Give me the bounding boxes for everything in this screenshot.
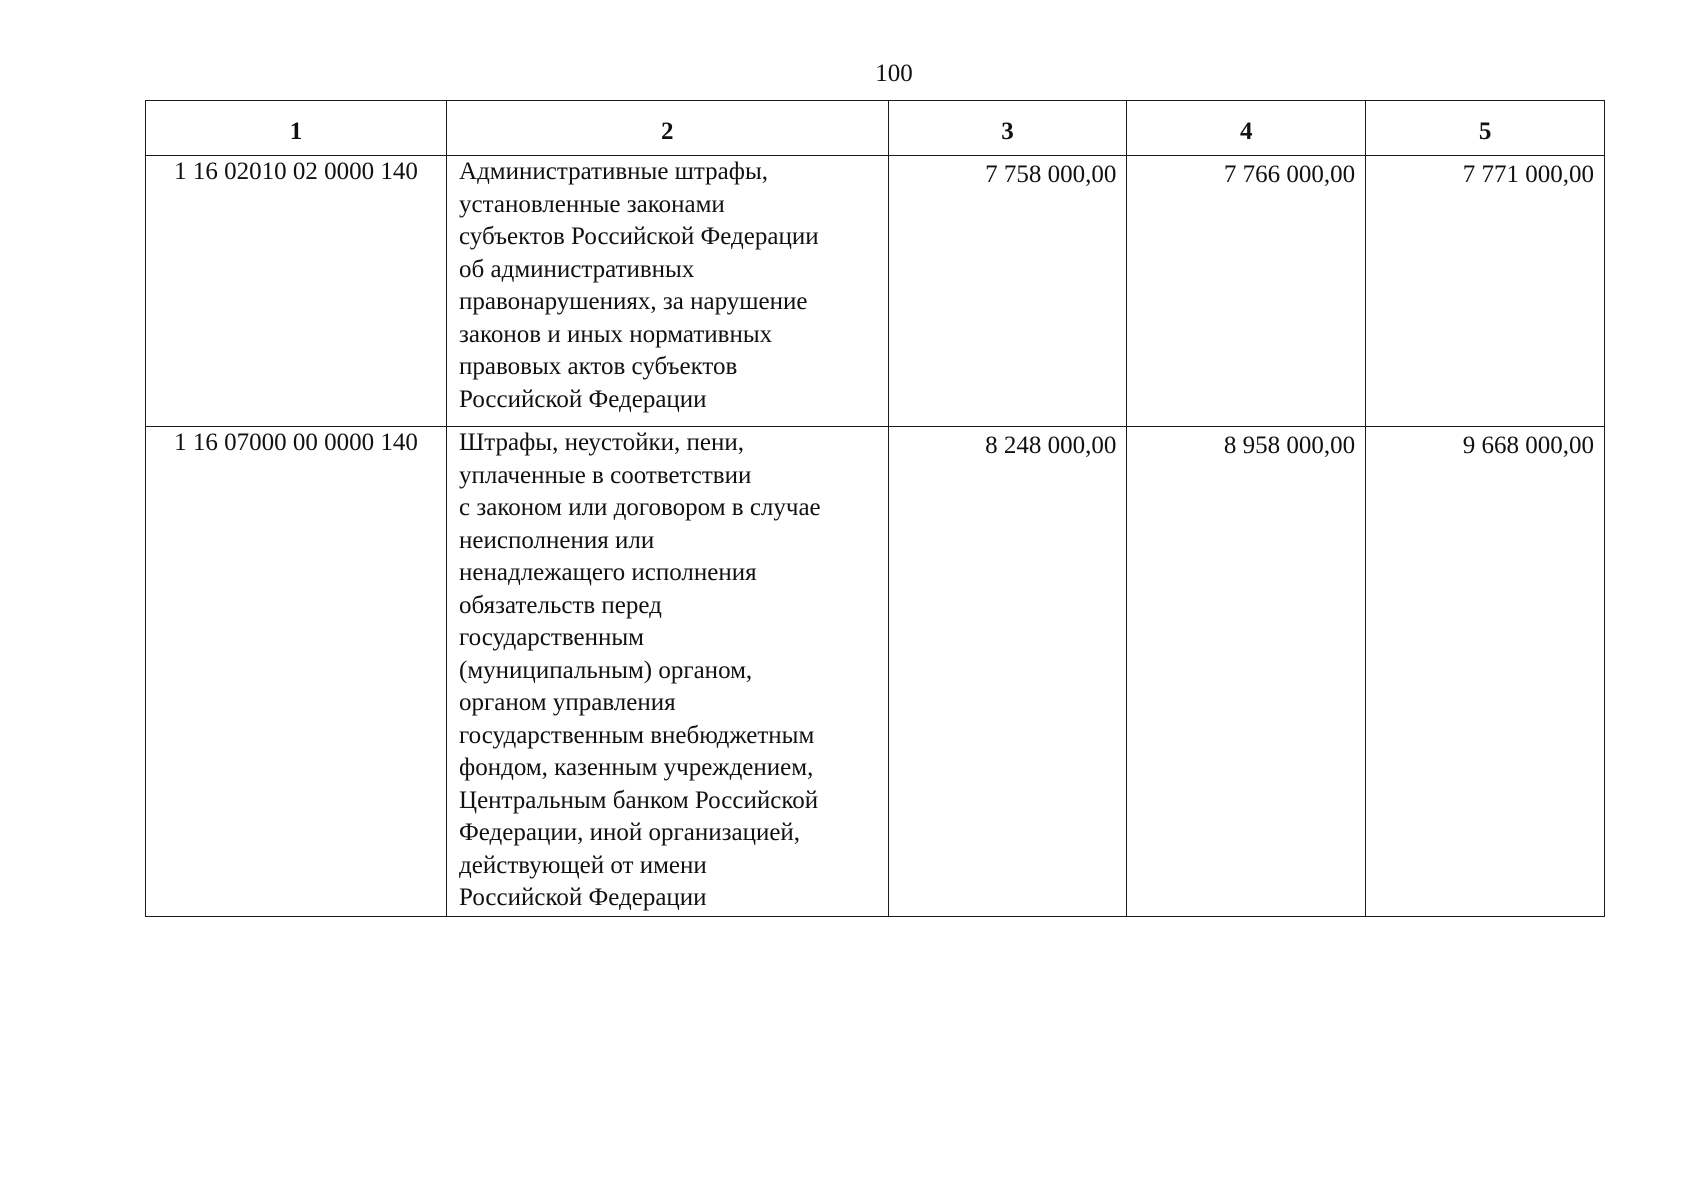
- name-line: Федерации, иной организацией,: [459, 819, 801, 846]
- name-line: государственным: [459, 624, 644, 651]
- name-line: уплаченные в соответствии: [459, 461, 752, 489]
- column-header: 3: [888, 101, 1127, 156]
- name-line: установленные законами: [459, 190, 725, 218]
- name-line: субъектов Российской Федерации: [459, 223, 819, 250]
- table-row: [146, 427, 1605, 917]
- name-line: правовых актов субъектов: [459, 353, 738, 380]
- name-line: (муниципальным) органом,: [459, 656, 753, 684]
- table-header-row: [146, 101, 1605, 156]
- name-line: правонарушениях, за нарушение: [459, 288, 808, 315]
- column-header: 1: [146, 101, 447, 156]
- name-line: Штрафы, неустойки, пени,: [459, 429, 745, 456]
- column-header: 2: [447, 101, 889, 156]
- amount-cell-col3: 8 248 000,00: [888, 427, 1127, 917]
- name-line: Центральным банком Российской: [459, 786, 819, 814]
- name-line: государственным внебюджетным: [459, 721, 815, 749]
- name-line: обязательств перед: [459, 591, 662, 619]
- name-line: органом управления: [459, 689, 676, 716]
- amount-cell-col3: 7 758 000,00: [888, 156, 1127, 427]
- name-line: фондом, казенным учреждением,: [459, 754, 814, 781]
- revenue-name-cell: [447, 156, 889, 427]
- amount-cell-col4: 8 958 000,00: [1127, 427, 1366, 917]
- revenue-code-cell: 1 16 02010 02 0000 140: [146, 156, 447, 427]
- table-row: [146, 156, 1605, 427]
- budget-table: [145, 100, 1605, 917]
- name-line: ненадлежащего исполнения: [459, 559, 757, 586]
- name-line: Российской Федерации: [459, 884, 707, 911]
- revenue-name-cell: [447, 427, 889, 917]
- name-line: об административных: [459, 255, 695, 283]
- name-line: законов и иных нормативных: [459, 320, 773, 348]
- name-line: Российской Федерации: [459, 385, 707, 413]
- name-line: действующей от имени: [459, 851, 707, 879]
- name-line: с законом или договором в случае: [459, 494, 821, 521]
- revenue-code-cell: 1 16 07000 00 0000 140: [146, 427, 447, 917]
- column-header: 4: [1127, 101, 1366, 156]
- amount-cell-col5: 9 668 000,00: [1366, 427, 1605, 917]
- amount-cell-col4: 7 766 000,00: [1127, 156, 1366, 427]
- name-line: Административные штрафы,: [459, 158, 768, 185]
- name-line: неисполнения или: [459, 526, 655, 554]
- amount-cell-col5: 7 771 000,00: [1366, 156, 1605, 427]
- column-header: 5: [1366, 101, 1605, 156]
- page-number: 100: [875, 60, 913, 87]
